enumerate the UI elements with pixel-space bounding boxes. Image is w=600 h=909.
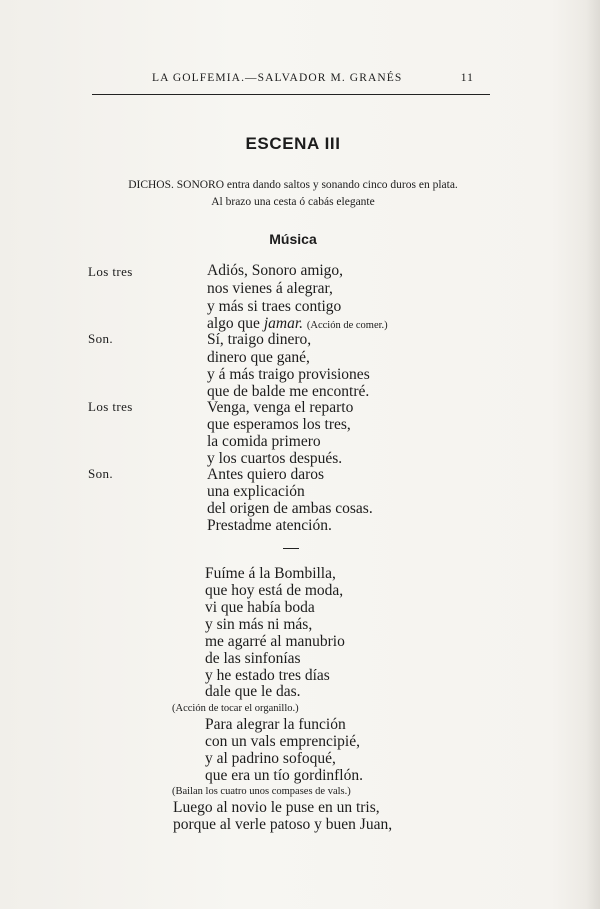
verse-line: que esperamos los tres, [207, 416, 351, 433]
section-heading: Música [269, 231, 317, 247]
verse-line: que de balde me encontré. [207, 383, 370, 400]
verse-line: de las sinfonías [205, 650, 301, 667]
speaker-los-tres: Los tres [88, 399, 133, 414]
verse-line: Para alegrar la función [205, 716, 346, 733]
verse-italic-word: jamar. [263, 315, 304, 332]
page-edge-shadow [586, 0, 600, 909]
running-header [92, 70, 492, 90]
verse-line: y más si traes contigo [207, 298, 342, 315]
verse-line: nos vienes á alegrar, [207, 280, 333, 297]
verse-line: que era un tío gordinflón. [205, 767, 363, 784]
verse-line: que hoy está de moda, [205, 582, 344, 599]
speaker-son: Son. [88, 466, 114, 481]
stage-direction-line-1: DICHOS. SONORO entra dando saltos y sonando cinco duros en plata. [128, 179, 458, 191]
verse-line: Adiós, Sonoro amigo, [207, 262, 344, 279]
inline-stage-direction: (Acción de comer.) [306, 320, 388, 331]
verse-line: la comida primero [207, 433, 321, 450]
verse-line: Fuíme á la Bombilla, [205, 565, 336, 582]
stage-direction: (Acción de tocar el organillo.) [172, 703, 299, 714]
verse-line: Antes quiero daros [207, 466, 325, 483]
verse-line: y los cuartos después. [207, 450, 343, 467]
verse-line: dale que le das. [205, 683, 301, 700]
page-number: 11 [460, 72, 474, 84]
verse-line: Prestadme atención. [207, 517, 332, 534]
verse-line: una explicación [207, 483, 305, 500]
verse-line: dinero que gané, [207, 349, 310, 366]
section-dash [283, 548, 299, 549]
verse-line: y he estado tres días [205, 667, 330, 684]
verse-line: Sí, traigo dinero, [207, 331, 312, 348]
verse-line: y á más traigo provisiones [207, 366, 370, 383]
stage-direction-line-2: Al brazo una cesta ó cabás elegante [211, 196, 375, 208]
running-title: LA GOLFEMIA.—SALVADOR M. GRANÉS [152, 72, 403, 84]
verse-line: porque al verle patoso y buen Juan, [173, 816, 393, 833]
speaker-los-tres: Los tres [88, 264, 133, 279]
verse-line: del origen de ambas cosas. [207, 500, 373, 517]
header-rule [92, 94, 490, 95]
verse-line: Venga, venga el reparto [207, 399, 354, 416]
verse-line: Luego al novio le puse en un tris, [173, 799, 380, 816]
verse-text: algo que [207, 315, 260, 332]
verse-line: vi que había boda [205, 599, 315, 616]
verse-line: y al padrino sofoqué, [205, 750, 336, 767]
speaker-son: Son. [88, 331, 114, 346]
scene-title: ESCENA III [245, 134, 341, 153]
verse-line: y sin más ni más, [205, 616, 313, 633]
stage-direction: (Bailan los cuatro unos compases de vals.) [172, 786, 351, 797]
verse-line: con un vals emprencipié, [205, 733, 360, 750]
verse-line: me agarré al manubrio [205, 633, 345, 650]
